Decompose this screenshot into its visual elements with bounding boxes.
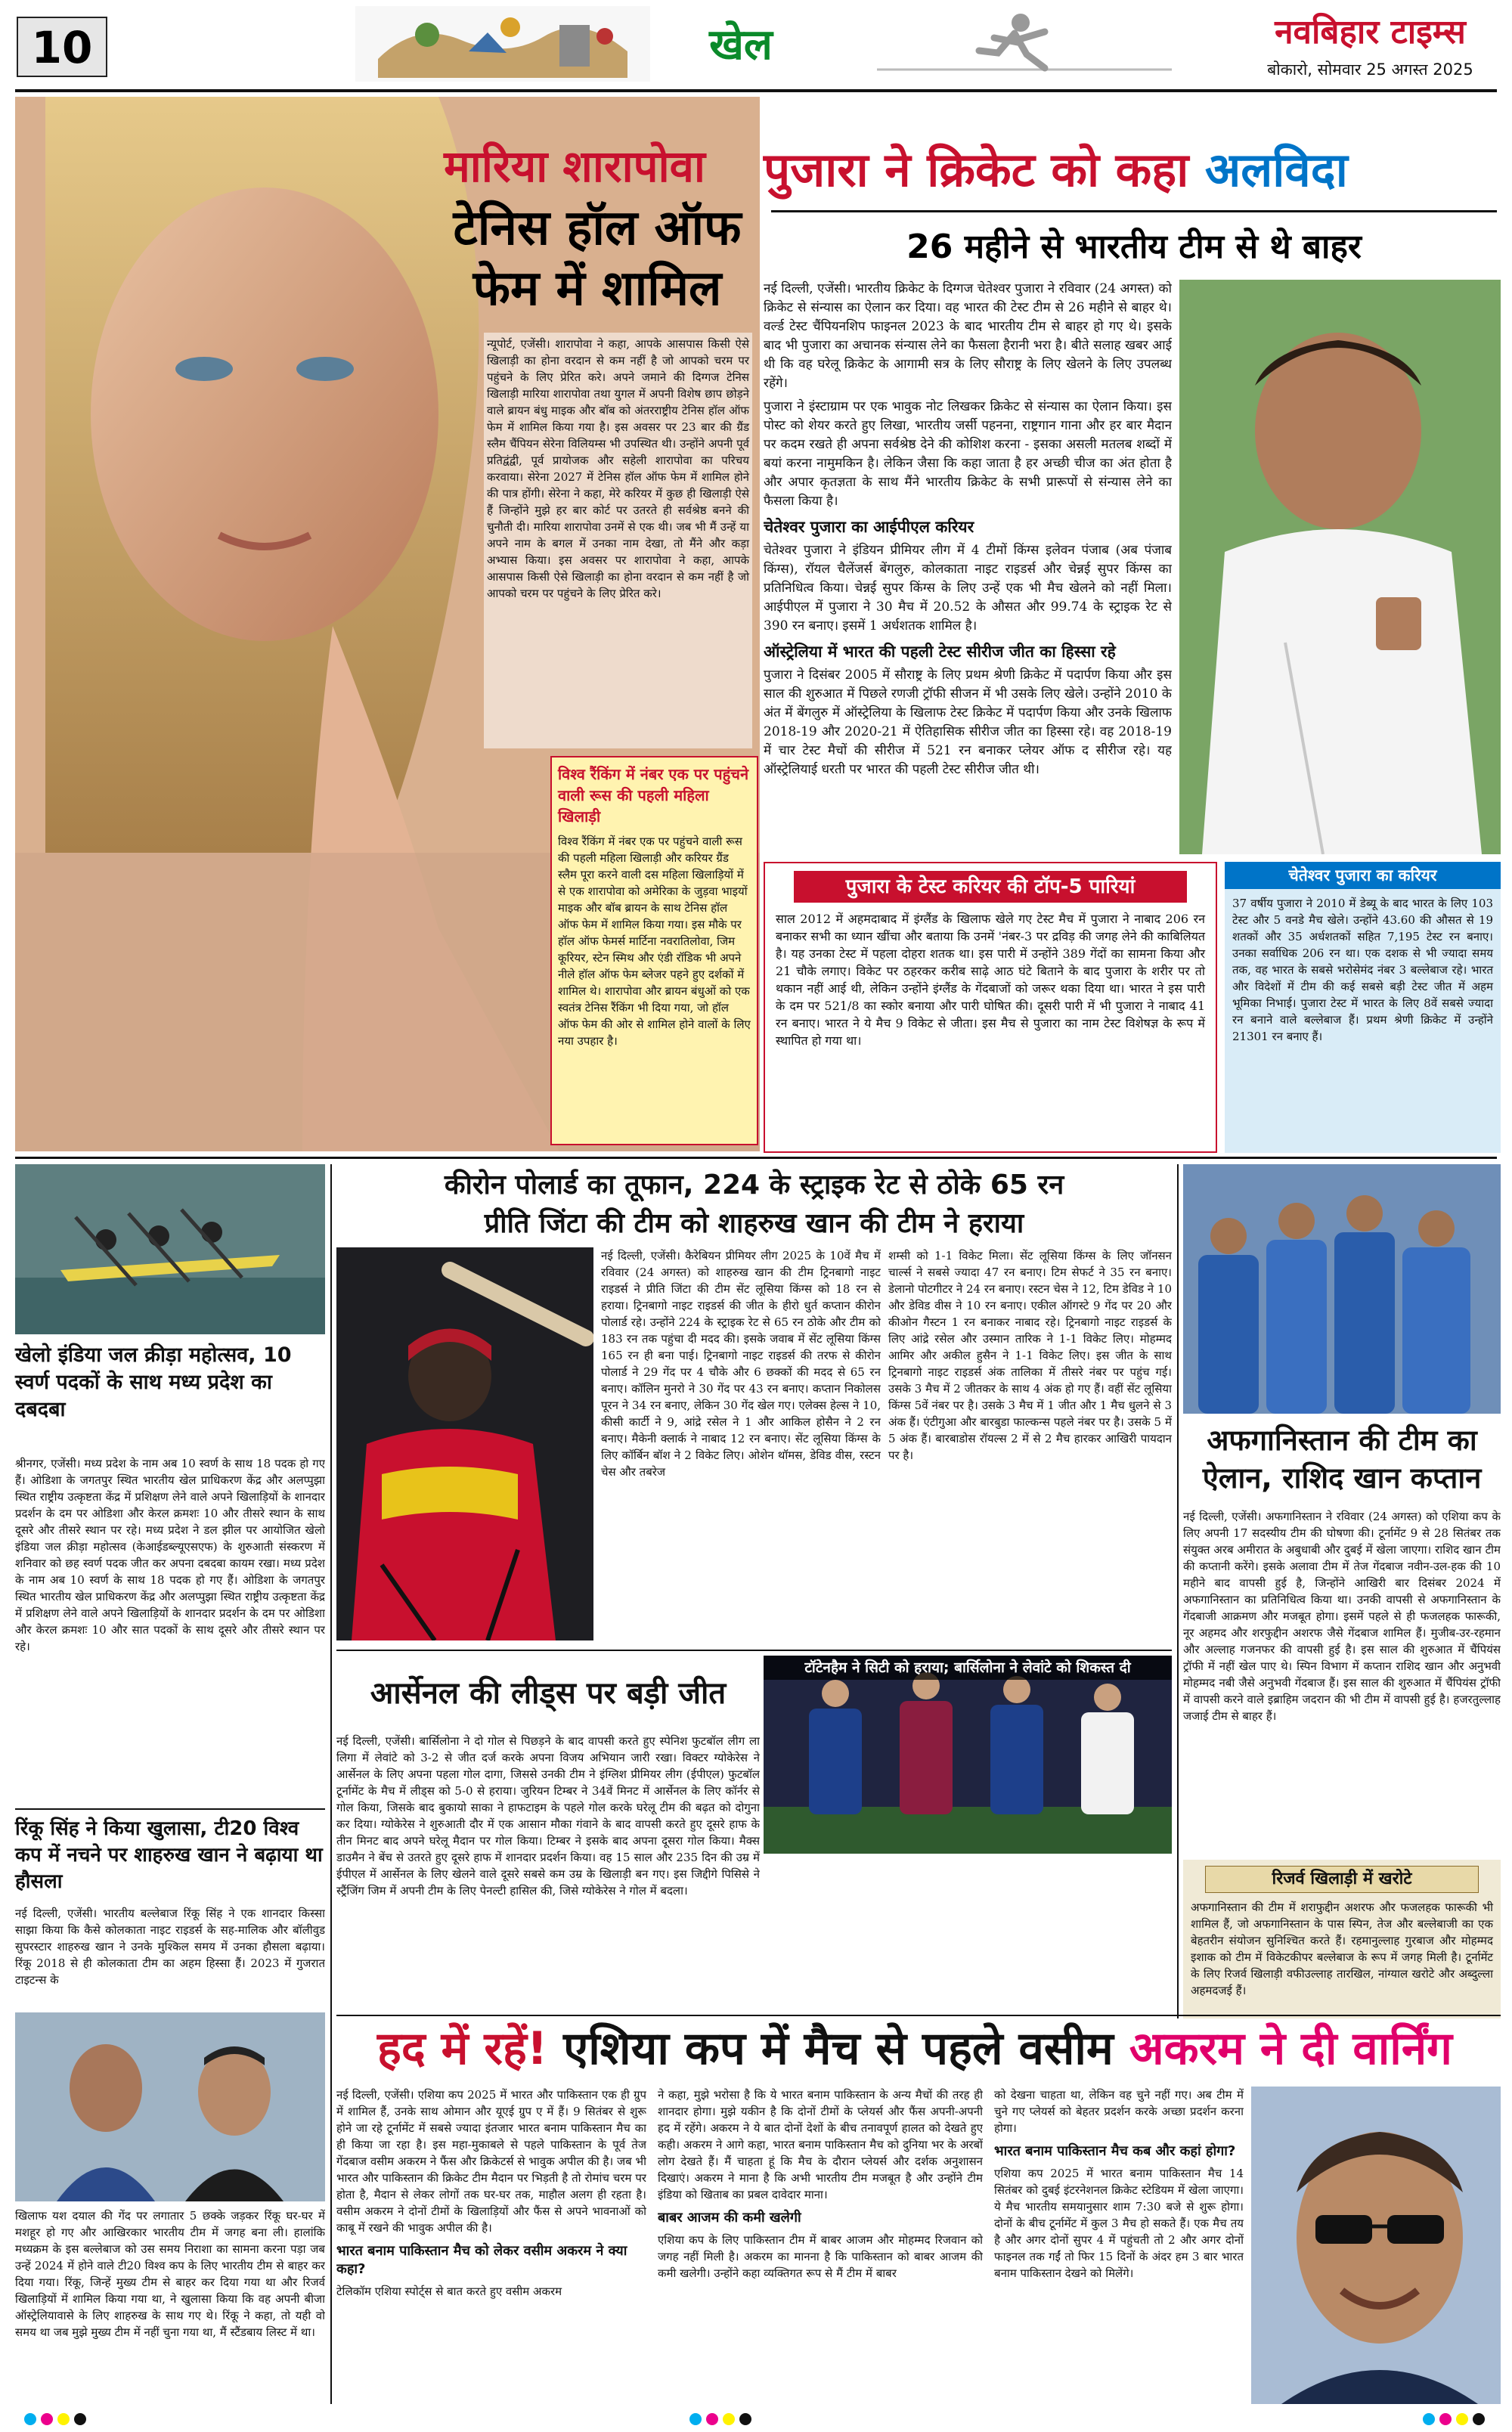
rinku-photo [15,2012,325,2201]
pollard-body-2: शम्सी को 1-1 विकेट मिला। सेंट लूसिया किंग्स के लिए जॉनसन चार्ल्स ने सबसे ज्यादा 47 रन बनाए। टिम सेफर्ट ने 35 रन बनाए। डेलानो पोटगीटर ने 24 रन बनाए। रस्टन चेस ने 12, टिम डेविड ने 10 और डेविड वीस ने 10 रन बनाए। एकील ऑगस्टे 9 गेंद पर 20 और कीओन गैस्टन 1 रन बनाकर नाबाद रहे। ट्रिनबागो नाइट राइडर्स के लिए आंद्रे रसेल और उस्मान तारिक ने 1-1 विकेट लिए। मोहम्मद आमिर और अकील हुसैन ने 1-1 विकेट लिए। इस जीत के साथ ट्रिनबागो नाइट राइडर्स अंक तालिका में तीसरे नंबर पर पहुंच गई। उसके 3 मैच में 2 जीतकर के साथ 4 अंक हो गए हैं। वहीं सेंट लूसिया किंग्स 5वें नंबर पर है। उसके 3 मैच में 1 जीत और 1 मैच धुलने से 3 अंक हैं। एंटीगुआ और बारबुडा फाल्कन्स पहले नंबर पर है। उसके 5 में 5 अंक हैं। बारबाडोस रॉयल्स 2 में से 2 मैच हारकर आखिरी पायदान पर है। [888,1249,1172,1462]
section-name: खेल [709,20,773,70]
footer-registration-marks [0,2410,1512,2429]
dateline: बोकारो, सोमवार 25 अगस्त 2025 [1267,60,1473,79]
afghan-team-celebration-icon [1183,1164,1501,1414]
pujara-ipl-body: चेतेश्वर पुजारा ने इंडियन प्रीमियर लीग में 4 टीमों किंग्स इलेवन पंजाब (अब पंजाब किंग्स), रॉयल चैलेंजर्स बेंगलुरु, कोलकाता नाइट राइडर्स और चेन्नई सुपर किंग्स का प्रतिनिधित्व किया। चेन्नई सुपर किंग्स के लिए उन्हें एक भी मैच खेलने को नहीं मिला। आईपीएल में पुजारा ने 30 मैच में 20.52 के औसत और 99.74 के स्ट्राइक रेट से 390 रन बनाए। इसमें 1 अर्धशतक शामिल है। [764,543,1172,634]
pujara-top5-box [764,862,1217,1153]
pujara-headline-accent: अलविदा [1204,142,1348,197]
afghan-reserve-body: अफगानिस्तान की टीम में शराफुद्दीन अशरफ और फजलहक फारूकी भी शामिल हैं, जो अफगानिस्तान के पास स्पिन, तेज और बल्लेबाजी का एक बेहतरीन संयोजन सुनिश्चित करते हैं। रहमानुल्लाह गुरबाज और मोहम्मद इशाक को टीम में विकेटकीपर बल्लेबाज के रूप में जगह मिली है। टूर्नामेंट के लिए रिजर्व खिलाड़ी वफीउल्लाह तारखिल, नांग्याल खरोटे और अब्दुल्ला अहमदजई हैं। [1191,1901,1493,1997]
page-number: 10 [31,22,93,73]
pujara-aus-title: ऑस्ट्रेलिया में भारत की पहली टेस्ट सीरीज जीत का हिस्सा रहे [764,643,1116,661]
header-rule [15,89,1497,92]
pollard-bottom-rule [336,1650,1172,1651]
khelo-rule [15,1808,325,1810]
pujara-career-title: चेतेश्वर पुजारा का करियर [1225,862,1501,889]
wasim-col-2 [658,2087,983,2404]
arsenal-headline: आर्सेनल की लीड्स पर बड़ी जीत [370,1676,727,1711]
wasim-headline [325,2020,1504,2077]
color-registration-icon [0,2410,1512,2429]
rinku-body-top: नई दिल्ली, एजेंसी। भारतीय बल्लेबाज रिंकू सिंह ने एक शानदार किस्सा साझा किया कि कैसे कोलकाता नाइट राइडर्स के सह-मालिक और बॉलीवुड सुपरस्टार शाहरुख खान ने उनके मुश्किल समय में उनका हौसला बढ़ाया। रिंकू 2018 से ही कोलकाता टीम का अहम हिस्सा हैं। 2023 में गुजरात टाइटन्स के [15,1907,325,1987]
khelo-body: श्रीनगर, एजेंसी। मध्य प्रदेश के नाम अब 10 स्वर्ण के साथ 18 पदक हो गए हैं। ओडिशा के जगतपुर स्थित भारतीय खेल प्राधिकरण केंद्र और अलप्पुझा स्थित राष्ट्रीय उत्कृष्टता केंद्र में प्रशिक्षण लेने वाले अपने खिलाड़ियों के शानदार प्रदर्शन के दम पर ओडिशा और केरल क्रमशः 10 और तीसरे स्थान के साथ दूसरे और तीसरे स्थान पर रहे। मध्य प्रदेश ने डल झील पर आयोजित खेलो इंडिया जल क्रीड़ा महोत्सव (केआईडब्ल्यूएसएफ) के शुरुआती संस्करण में शनिवार को छह स्वर्ण पदक जीत कर अपना दबदबा कायम रखा। मध्य प्रदेश के नाम अब 10 स्वर्ण के साथ 18 पदक हो गए हैं। ओडिशा के जगतपुर स्थित भारतीय खेल प्राधिकरण केंद्र और अलप्पुझा स्थित राष्ट्रीय उत्कृष्टता केंद्र में प्रशिक्षण लेने वाले अपने खिलाड़ियों के शानदार प्रदर्शन के दम पर ओडिशा और केरल क्रमशः 10 और सात पदकों के साथ दूसरे और तीसरे स्थान पर रहे। [15,1457,325,1653]
wasim-col-3 [994,2087,1244,2404]
wasim-col1-body: नई दिल्ली, एजेंसी। एशिया कप 2025 में भारत और पाकिस्तान एक ही ग्रुप में शामिल हैं, उनके साथ ओमान और यूएई ग्रुप ए में हैं। 9 सितंबर से शुरू होने जा रहे टूर्नामेंट में सबसे ज्यादा इंतजार भारत बनाम पाकिस्तान मैच का ही किया जा रहा है। इस महा-मुकाबले से पहले पाकिस्तान के पूर्व तेज गेंदबाज वसीम अकरम ने फैंस और क्रिकेटर्स से भावुक अपील की है। जब भी भारत और पाकिस्तान की क्रिकेट टीम मैदान पर भिड़ती है तो रोमांच चरम पर होता है, मैदान से लेकर लोगों तक घर-घर तक, माहौल अलग ही रहता है। वसीम अकरम ने दोनों टीमों के खिलाड़ियों और फैंस से अपने भावनाओं को काबू में रखने की भावुक अपील की है। [336,2088,646,2235]
wasim-headline-1: हद में रहें! [377,2022,564,2075]
pollard-batsman-icon [336,1247,593,1640]
sharapova-kicker: मारिया शारापोवा [444,141,705,192]
athlete-silhouette [847,9,1187,81]
pollard-headline-2: प्रीति जिंटा की टीम को शाहरुख खान की टीम ने हराया [484,1208,1024,1239]
pujara-body-2: पुजारा ने इंस्टाग्राम पर एक भावुक नोट लिखकर क्रिकेट से संन्यास का ऐलान किया। इस पोस्ट को शेयर करते हुए लिखा, भारतीय जर्सी पहनना, राष्ट्रगान गाना और हर बार मैदान पर कदम रखते ही अपना सर्वश्रेष्ठ देने की कोशिश करना - इसका असली मतलब शब्दों में बयां करना नामुमकिन है। लेकिन जैसा कि कहा जाता है हर अच्छी चीज का अंत होता है और अपार कृतज्ञता के साथ मैंने भारतीय क्रिकेट के सभी प्रारूपों से संन्यास लेने का फैसला किया है। [764,399,1172,509]
wasim-top-rule [336,2015,1501,2016]
wasim-akram-portrait-icon [1251,2087,1501,2404]
pujara-aus-body: पुजारा ने दिसंबर 2005 में सौराष्ट्र के लिए प्रथम श्रेणी क्रिकेट में पदार्पण किया और इस साल की शुरुआत में पिछले रणजी ट्रॉफी सीजन में भी उसके लिए खेले। उन्होंने 2010 के अंत में बेंगलुरु में ऑस्ट्रेलिया के खिलाफ टेस्ट क्रिकेट में पदार्पण किया और उनके खिलाफ 2018-19 और 2020-21 में ऐतिहासिक सीरीज जीत का हिस्सा रहे। वह 2018-19 में चार टेस्ट मैचों की सीरीज में 521 रन बनाकर प्लेयर ऑफ द सीरीज रहे। यह ऑस्ट्रेलियाई धरती पर भारत की पहली टेस्ट सीरीज जीत थी। [764,668,1172,777]
pollard-body-1: नई दिल्ली, एजेंसी। कैरेबियन प्रीमियर लीग 2025 के 10वें मैच में रविवार (24 अगस्त) को शाहरुख खान की टीम ट्रिनबागो नाइट राइडर्स ने प्रीति जिंटा की टीम सेंट लूसिया किंग्स को 18 रन से हराया। ट्रिनबागो नाइट राइडर्स की जीत के हीरो धुर्त कप्तान कीरोन पोलार्ड रहे। उन्होंने 224 के स्ट्राइक रेट से 65 रन ठोके और टीम को 183 रन तक पहुंचा दी मदद की। इसके जवाब में सेंट लूसिया किंग्स 165 रन ही बना पाई। ट्रिनबागो नाइट राइडर्स की तरफ से कीरोन पोलार्ड ने 29 गेंद पर 4 चौके और 6 छक्कों की मदद से 65 रन बनाए। कॉलिन मुनरो ने 30 गेंद पर 43 रन बनाए। कप्तान निकोलस पूरन ने 34 रन बनाए, लेकिन 30 गेंद खेल गए। एलेक्स हेल्स ने 10, कीसी कार्टी ने 9, आंद्रे रसेल ने 1 और आकिल होसैन ने 2 रन बनाए। मैकेनी क्लार्क ने नाबाद 12 रन बनाए। सेंट लूसिया किंग्स के लिए कॉर्बिन बॉश ने 2 विकेट लिए। ओशेन थॉमस, डेविड वीस, रस्टन चेस और तबरेज [601,1249,881,1479]
col-rule-left [330,1164,332,2404]
afghan-reserve-box [1183,1860,1501,2018]
runner-silhouette-icon [847,9,1187,81]
mid-rule-1 [15,1157,1497,1159]
pujara-career-box [1225,862,1501,1153]
kayak-photo [15,1164,325,1334]
col-rule-right [1177,1164,1179,2018]
paper-name: नवबिहार टाइम्स [1275,13,1466,51]
pujara-text-col [764,280,1172,854]
wasim-headline-3: अकरम ने दी वार्निंग [1129,2022,1452,2075]
afghan-reserve-title: रिजर्व खिलाड़ी में खरोटे [1205,1866,1479,1893]
rinku-headline: रिंकू सिंह ने किया खुलासा, टी20 विश्व कप में नचने पर शाहरुख खान ने बढ़ाया था हौसला [15,1817,323,1893]
pujara-top5-title: पुजारा के टेस्ट करियर की टॉप-5 पारियां [794,871,1187,903]
wasim-col2-body: ने कहा, मुझे भरोसा है कि ये भारत बनाम पाकिस्तान के अन्य मैचों की तरह ही शानदार होगा। मुझे यकीन है कि दोनों टीमों के प्लेयर्स और फैंस अपनी-अपनी हद में रहेंगे। अकरम ने ये बात दोनों देशों के बीच तनावपूर्ण हालत को देखते हुए कही। अकरम ने आगे कहा, भारत बनाम पाकिस्तान मैच को दुनिया भर के अरबों लोग देखते हैं। मैं चाहता हूं कि मैच के दौरान प्लेयर्स और दर्शक अनुशासन दिखाएं। अकरम ने माना है कि अभी भारतीय टीम मजबूत है और उन्होंने टीम इंडिया को खिताब का प्रबल दावेदार माना। [658,2088,983,2201]
wasim-col2-tail: एशिया कप के लिए पाकिस्तान टीम में बाबर आजम और मोहम्मद रिजवान को जगह नहीं मिली है। अकरम का मानना है कि पाकिस्तान को बाबर आजम की कमी खलेगी। उन्होंने कहा व्यक्तिगत रूप से मैं टीम में बाबर [658,2233,983,2280]
pujara-ipl-title: चेतेश्वर पुजारा का आईपीएल करियर [764,518,974,536]
pujara-photo [1179,280,1501,854]
afghan-headline: अफगानिस्तान की टीम का ऐलान, राशिद खान कप्तान [1202,1424,1482,1495]
wasim-col1-tail: टेलिकॉम एशिया स्पोर्ट्स से बात करते हुए वसीम अकरम [336,2285,562,2298]
afghan-photo [1183,1164,1501,1414]
wasim-col1-sub: भारत बनाम पाकिस्तान मैच को लेकर वसीम अकरम ने क्या कहा? [336,2243,627,2277]
header-collage [355,6,650,82]
sharapova-box [550,756,758,1145]
sharapova-box-body: विश्व रैंकिंग में नंबर एक पर पहुंचने वाली रूस की पहली महिला खिलाड़ी और करियर ग्रैंड स्लैम पूरा करने वाली दस महिला खिलाड़ियों में से एक शारापोवा को अमेरिका के जुड़वा भाइयों माइक और बॉब ब्रायन के साथ टेनिस हॉल ऑफ फेम में शामिल किया गया। इस मौके पर हॉल ऑफ फेमर्स मार्टिना नवरातिलोवा, जिम कूरियर, स्टेन स्मिथ और एंडी रॉडिक भी अपने नीले हॉल ऑफ फेम ब्लेजर पहने हुए दर्शकों में शामिल थे। शारापोवा और ब्रायन बंधुओं को एक स्वतंत्र टेनिस रैंकिंग भी दिया गया, जो हॉल ऑफ फेम की ओर से शामिल होने वालों के लिए नया उपहार है। [558,835,751,1048]
sports-collage-icon [355,6,650,82]
masthead [0,0,1512,87]
page-number-box [17,17,107,77]
pujara-batsman-icon [1179,280,1501,854]
wasim-col2-sub: बाबर आजम की कमी खलेगी [658,2210,801,2226]
sharapova-body: न्यूपोर्ट, एजेंसी। शारापोवा ने कहा, आपके आसपास किसी ऐसे खिलाड़ी का होना वरदान से कम नहीं है जो आपको चरम पर पहुंचने के लिए प्रेरित करे। अपने जमाने की दिग्गज टेनिस खिलाड़ी मारिया शारापोवा तथा युगल में अपनी विशेष छाप छोड़ने वाले ब्रायन बंधु माइक और बॉब को अंतरराष्ट्रीय टेनिस हॉल ऑफ फेम में शामिल किया गया है। इस अवसर पर 23 बार की ग्रैंड स्लैम चैंपियन सेरेना विलियम्स भी उपस्थित थी। उन्होंने अपनी पूर्व प्रतिद्वंद्वी, पूर्व प्रायोजक और सहेली शारापोवा का परिचय करवाया। सेरेना 2027 में टेनिस हॉल ऑफ फेम में शामिल होने की पात्र होंगी। सेरेना ने कहा, मेरे करियर में कुछ ही खिलाड़ी ऐसे हैं जिन्होंने मुझे हर बार कोर्ट पर उतरते ही सर्वश्रेष्ठ बनने की चुनौती दी। मारिया शारापोवा उनमें से एक थी। जब भी मैं उन्हें या अपने नाम के बगल में उनका नाम देखा, तो मैंने और कड़ा अभ्यास किया। इस अवसर पर शारापोवा ने कहा, आपके आसपास किसी ऐसे खिलाड़ी का होना वरदान से कम नहीं है जो आपको चरम पर पहुंचने के लिए प्रेरित करे। [484,333,752,748]
pollard-headline-1: कीरोन पोलार्ड का तूफान, 224 के स्ट्राइक रेट से ठोके 65 रन [444,1170,1064,1201]
pujara-subhead-rule [771,210,1497,212]
wasim-col3-body: को देखना चाहता था, लेकिन वह चुने नहीं गए। अब टीम में चुने गए प्लेयर्स को बेहतर प्रदर्शन करके अच्छा प्रदर्शन करना होगा। [994,2088,1244,2135]
wasim-col3-sub: भारत बनाम पाकिस्तान मैच कब और कहां होगा? [994,2143,1236,2159]
pujara-career-body: 37 वर्षीय पुजारा ने 2010 में डेब्यू के बाद भारत के लिए 103 टेस्ट और 5 वनडे मैच खेले। उन्होंने 43.60 की औसत से 19 शतकों और 35 अर्धशतकों सहित 7,195 टेस्ट रन बनाए। उनका सर्वाधिक 206 रन था। एक दशक से भी ज्यादा समय तक, वह भारत के सबसे भरोसेमंद नंबर 3 बल्लेबाज रहे। भारत और विदेशों में टीम की कई सबसे बड़ी टेस्ट जीत में अहम भूमिका निभाई। पुजारा टेस्ट में भारत के लिए 8वें सबसे ज्यादा रन बनाने वाले बल्लेबाज हैं। प्रथम श्रेणी क्रिकेट में उन्होंने 21301 रन बनाए हैं। [1232,897,1493,1043]
sharapova-box-title: विश्व रैंकिंग में नंबर एक पर पहुंचने वाली रूस की पहली महिला खिलाड़ी [558,765,749,826]
arsenal-photo [764,1656,1172,1854]
arsenal-photo-caption: टॉटेनहैम ने सिटी को हराया; बार्सिलोना ने लेवांटे को शिकस्त दी [764,1656,1172,1680]
khelo-headline: खेलो इंडिया जल क्रीड़ा महोत्सव, 10 स्वर्ण पदकों के साथ मध्य प्रदेश का दबदबा [15,1343,292,1421]
pujara-subhead: 26 महीने से भारतीय टीम से थे बाहर [906,228,1362,266]
pujara-headline [764,140,1501,200]
pujara-body-1: नई दिल्ली, एजेंसी। भारतीय क्रिकेट के दिग्गज चेतेश्वर पुजारा ने रविवार (24 अगस्त) को क्रिकेट से संन्यास का ऐलान कर दिया। वह भारत की टेस्ट टीम से 26 महीने से बाहर थे। वर्ल्ड टेस्ट चैंपियनशिप फाइनल 2023 के बाद भारतीय टीम से बाहर हो गए थे। इसके बाद भी पुजारा का अचानक संन्यास लेने का फैसला हैरानी भरा है। बीते सलाह खबर आई थी कि वह घरेलू क्रिकेट के आगामी सत्र के लिए सौराष्ट्र के लिए खेलने के लिए उपलब्ध रहेंगे। [764,281,1172,391]
arsenal-body: नई दिल्ली, एजेंसी। बार्सिलोना ने दो गोल से पिछड़ने के बाद वापसी करते हुए स्पेनिश फुटबॉल लीग ला लिगा में लेवांटे को 3-2 से जीत दर्ज करके अपना विजय अभियान जारी रखा। विक्टर ग्योकेरेस ने आर्सेनल के लिए अपना पहला गोल दागा, जिससे उनकी टीम ने इंग्लिश प्रीमियर लीग (ईपीएल) फुटबॉल टूर्नामेंट के मैच में लीड्स को 5-0 से हराया। जुरियन टिम्बर ने 34वें मिनट में आर्सेनल के लिए कॉर्नर से गोल किया, जिसके बाद बुकायो साका ने हाफटाइम के पहले गोल करके घरेलू टीम की बढ़त को दोगुना कर दिया। ग्योकेरेस ने शुरुआती दौर में एक आसान मौका गंवाने के बाद वापसी करते हुए दूसरे हाफ के तीन मिनट बाद अपने घरेलू मैदान पर गोल किया। टिम्बर ने इसके बाद अपना दूसरा गोल किया। मैक्स डाउमैन ने बेंच से उतरते हुए दूसरे हाफ में शानदार प्रदर्शन किया। वह 15 साल और 235 दिन की उम्र में ईपीएल में आर्सेनल के लिए खेलने वाले दूसरे सबसे कम उम्र के खिलाड़ी बन गए। इस जिद्दीगे पिसिसे ने स्ट्रैंजिंग जिम में अपनी टीम के लिए पेनल्टी हासिल की, जिसे ग्योकेरेस ने गोल में बदला। [336,1734,760,1898]
wasim-col-1 [336,2087,646,2404]
pujara-headline-main: पुजारा ने क्रिकेट को कहा [764,142,1205,197]
rinku-shahrukh-photo-icon [15,2012,325,2201]
rinku-body-bottom: खिलाफ यश दयाल की गेंद पर लगातार 5 छक्के जड़कर रिंकू घर-घर में मशहूर हो गए और आखिरकार भारतीय टीम में जगह बना ली। हालांकि मध्यक्रम के इस बल्लेबाज को उस समय निराशा का सामना करना पड़ा जब उन्हें 2024 में होने वाले टी20 विश्व कप के लिए भारतीय टीम से बाहर कर दिया गया। रिंकू, जिन्हें मुख्य टीम से बाहर कर दिया गया था और रिजर्व खिलाड़ियों में शामिल किया गया था, ने खुलासा किया कि वह अपनी बीजा ऑस्ट्रेलियावासे के लिए शाहरुख के साथ गए थे। रिंकू ने कहा, तो यही वो समय था जब मुझे मुख्य टीम में नहीं चुना गया था, मैं स्टैंडबाय लिस्ट में था। [15,2209,325,2339]
sharapova-headline: टेनिस हॉल ऑफ फेम में शामिल [453,200,742,317]
wasim-headline-2: एशिया कप में मैच से पहले वसीम [563,2022,1129,2075]
wasim-photo [1251,2087,1501,2404]
football-players-icon [764,1656,1172,1854]
pujara-top5-body: साल 2012 में अहमदाबाद में इंग्लैंड के खिलाफ खेले गए टेस्ट मैच में पुजारा ने नाबाद 206 रन बनाकर सभी का ध्यान खींचा और बताया कि उनमें 'नंबर-3 पर द्रविड़ की जगह लेने की काबिलियत है। यह उनका टेस्ट में पहला दोहरा शतक था। इस पारी में उन्होंने 389 गेंदों का सामना किया और 21 चौके लगाए। विकेट पर ठहरकर करीब साढ़े आठ घंटे बिताने के बाद पुजारा के शरीर पर तो थकान नहीं आई थी, लेकिन उन्होंने इंग्लैंड के गेंदबाजों को जरूर थका दिया था। भारत ने इस पारी के दम पर 521/8 का स्कोर बनाया और पारी घोषित की। दूसरी पारी में भी पुजारा ने नाबाद 41 रन बनाए। भारत ने ये मैच 9 विकेट से जीता। इस मैच से पुजारा का नाम टेस्ट विशेषज्ञ के रूप में स्थापित हो गया था। [776,912,1205,1048]
kayak-rowers-icon [15,1164,325,1334]
afghan-body: नई दिल्ली, एजेंसी। अफगानिस्तान ने रविवार (24 अगस्त) को एशिया कप के लिए अपनी 17 सदस्यीय टीम की घोषणा की। टूर्नामेंट 9 से 28 सितंबर तक संयुक्त अरब अमीरात के अबुधाबी और दुबई में खेला जाएगा। राशिद खान टीम की कप्तानी करेंगे। इसके अलावा टीम में तेज गेंदबाज नवीन-उल-हक की 10 महीने बाद वापसी हुई है, जिन्होंने आखिरी बार दिसंबर 2024 में अफगानिस्तान का प्रतिनिधित्व किया था। उनकी वापसी से अफगानिस्तान के गेंदबाजी आक्रमण और मजबूत होगा। इसमें पहले से ही फजलहक फारूकी, नूर अहमद और शरफुद्दीन अशरफ जैसे गेंदबाज शामिल हैं। मुजीब-उर-रहमान और अल्लाह गजनफर की वापसी हुई है। इस साल की शुरुआत में चैंपियंस ट्रॉफी में नहीं खेल पाए थे। स्पिन विभाग में कप्तान राशिद खान और अनुभवी मोहम्मद नबी जैसे अनुभवी गेंदबाज हैं। इस साल की शुरुआत में चैंपियंस ट्रॉफी में वापसी करने वाले इब्राहिम जदरान की भी टीम में वापसी हुई है। हजरतुल्लाह जजाई टीम से बाहर हैं। [1183,1510,1501,1723]
wasim-col3-tail: एशिया कप 2025 में भारत बनाम पाकिस्तान मैच 14 सितंबर को दुबई इंटरनेशनल क्रिकेट स्टेडियम में खेला जाएगा। ये मैच भारतीय समयानुसार शाम 7:30 बजे से शुरू होगा। दोनों के बीच टूर्नामेंट में कुल 3 मैच हो सकते हैं। एक मैच तय है और अगर दोनों सुपर 4 में पहुंचती तो 2 और अगर दोनों फाइनल तक गईं तो फिर 15 दिनों के अंदर हम 3 बार भारत बनाम पाकिस्तान देखने को मिलेंगे। [994,2167,1244,2280]
pollard-photo [336,1247,593,1640]
